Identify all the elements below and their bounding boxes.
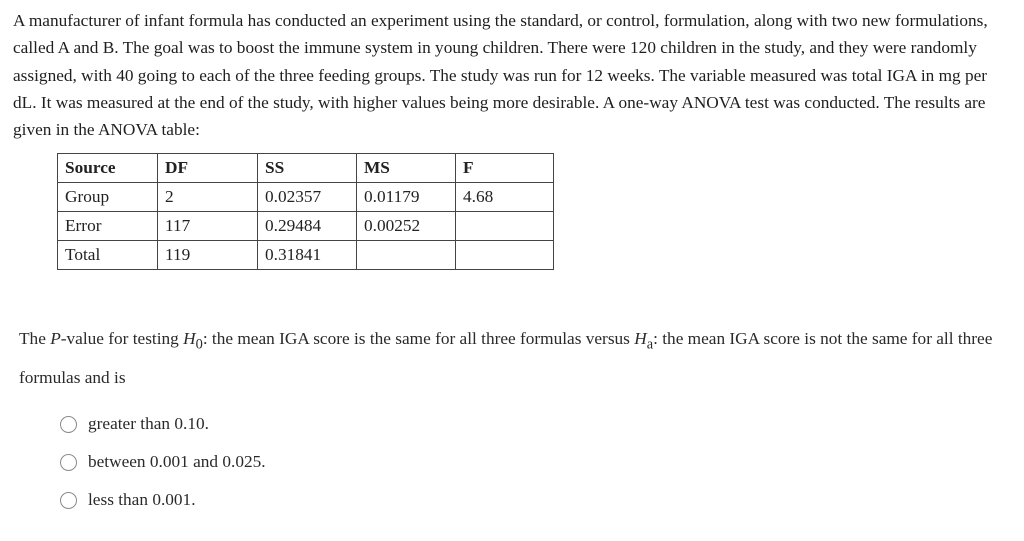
answer-option-label[interactable]: less than 0.001. xyxy=(88,490,196,509)
null-hypothesis-symbol: H xyxy=(183,329,196,348)
answer-options xyxy=(60,405,266,519)
answer-option[interactable] xyxy=(60,481,266,519)
cell-ss: 0.31841 xyxy=(258,241,357,270)
cell-source: Error xyxy=(58,212,158,241)
cell-ss: 0.02357 xyxy=(258,183,357,212)
question-part-2: : the mean IGA score is the same for all three formulas versus xyxy=(202,329,635,348)
answer-option-label[interactable]: between 0.001 and 0.025. xyxy=(88,452,266,471)
cell-ms xyxy=(357,241,456,270)
anova-table xyxy=(57,153,554,270)
answer-option[interactable] xyxy=(60,405,266,443)
cell-ms: 0.01179 xyxy=(357,183,456,212)
cell-f: 4.68 xyxy=(456,183,554,212)
cell-f xyxy=(456,212,554,241)
anova-header-row xyxy=(58,154,554,183)
radio-button[interactable] xyxy=(60,454,77,471)
p-value-symbol: P xyxy=(50,329,61,348)
answer-option-label[interactable]: greater than 0.10. xyxy=(88,414,209,433)
cell-f xyxy=(456,241,554,270)
table-row xyxy=(58,183,554,212)
cell-df: 2 xyxy=(158,183,258,212)
radio-button[interactable] xyxy=(60,492,77,509)
question-prefix: The xyxy=(19,329,51,348)
alt-hypothesis-symbol: H xyxy=(634,329,647,348)
cell-ss: 0.29484 xyxy=(258,212,357,241)
cell-source: Total xyxy=(58,241,158,270)
header-ms: MS xyxy=(357,154,456,183)
question-part-1: -value for testing xyxy=(60,329,184,348)
question-text xyxy=(19,322,1009,394)
header-df: DF xyxy=(158,154,258,183)
table-row xyxy=(58,212,554,241)
header-ss: SS xyxy=(258,154,357,183)
header-source: Source xyxy=(58,154,158,183)
radio-button[interactable] xyxy=(60,416,77,433)
cell-df: 119 xyxy=(158,241,258,270)
cell-ms: 0.00252 xyxy=(357,212,456,241)
problem-intro: A manufacturer of infant formula has conducted an experiment using the standard, or control, formulation, along with two new formulations, called A and B. The goal was to boost the immune system in young children. There were 120 children in the study, and they were randomly assigned, with 40 going to each of the three feeding groups. The study was run for 12 weeks. The variable measured was total IGA in mg per dL. It was measured at the end of the study, with higher values being more desirable. A one-way ANOVA test was conducted. The results are given in the ANOVA table: xyxy=(13,11,988,140)
answer-option[interactable] xyxy=(60,443,266,481)
table-row xyxy=(58,241,554,270)
cell-source: Group xyxy=(58,183,158,212)
null-hypothesis-subscript: 0 xyxy=(195,336,203,353)
header-f: F xyxy=(456,154,554,183)
alt-hypothesis-subscript: a xyxy=(646,336,654,353)
cell-df: 117 xyxy=(158,212,258,241)
question-part-3: : the mean IGA score is not the same for all three formulas and is xyxy=(19,329,993,388)
